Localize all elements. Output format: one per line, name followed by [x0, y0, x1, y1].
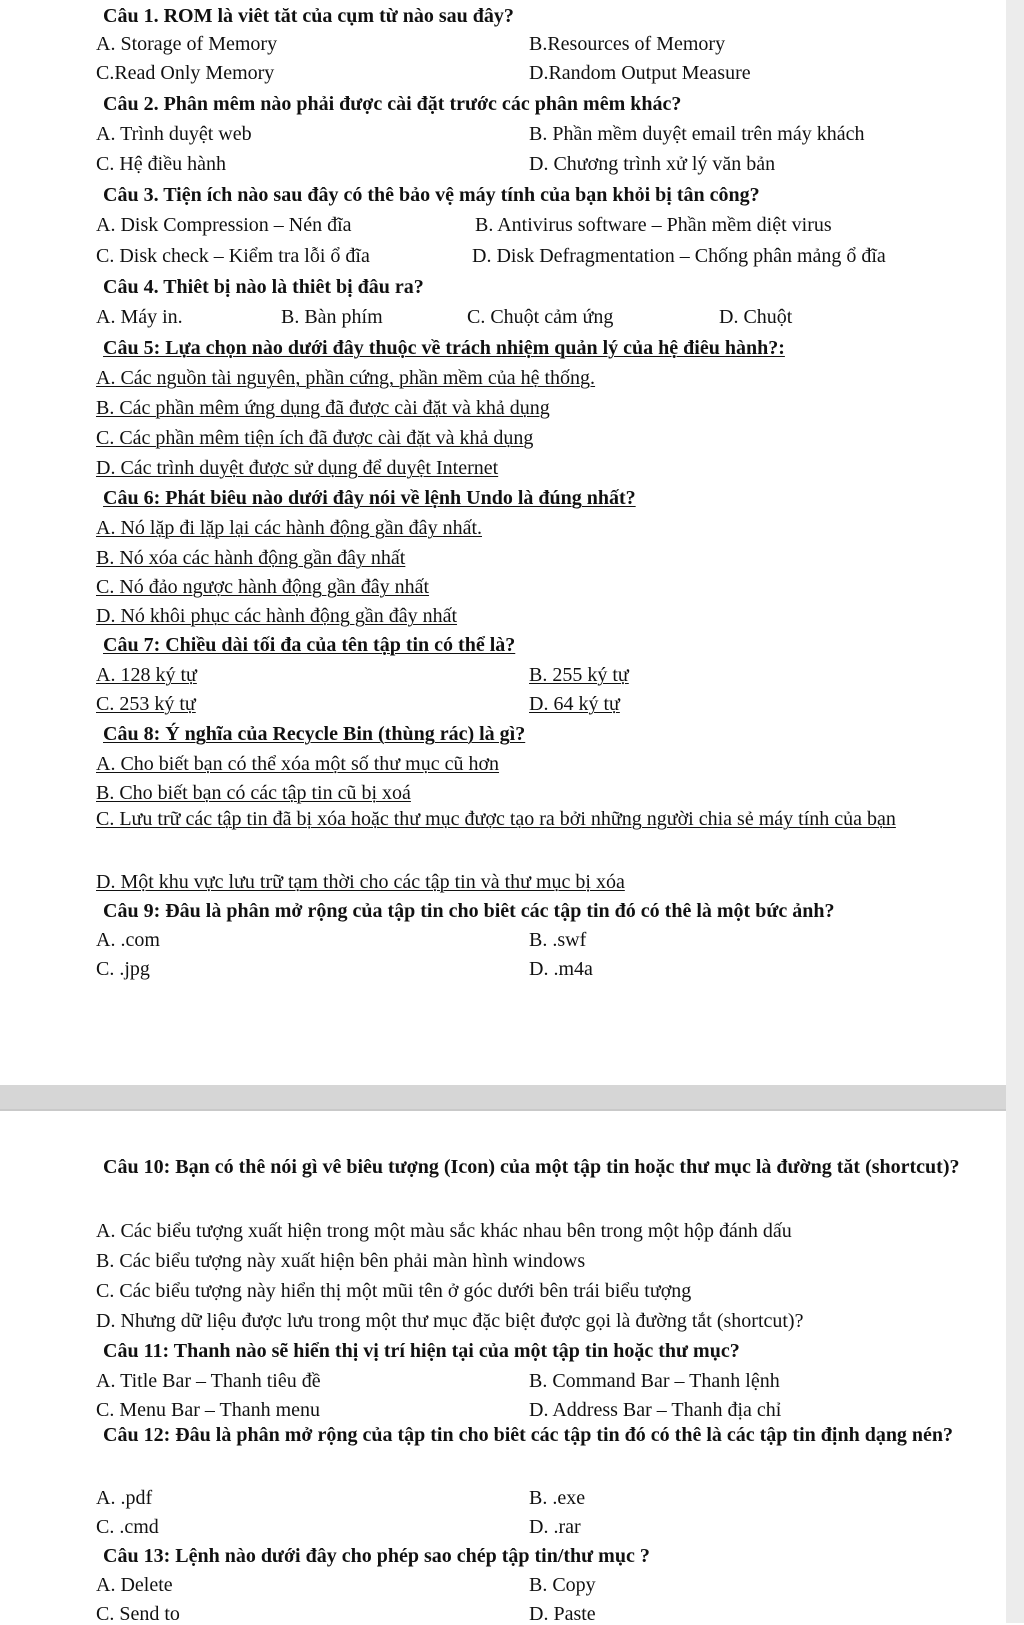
q12-option-c: C. .cmd [96, 1516, 159, 1538]
q4-option-c: C. Chuột cảm ứng [467, 306, 614, 328]
question-1: Câu 1. ROM là viêt tăt của cụm từ nào sau đây? [103, 5, 514, 27]
question-2: Câu 2. Phân mêm nào phải được cài đặt trước các phân mêm khác? [103, 93, 682, 115]
q6-option-d: D. Nó khôi phục các hành động gần đây nhất [96, 605, 458, 627]
q8-option-c: C. Lưu trữ các tập tin đã bị xóa hoặc thư mục được tạo ra bởi những người chia sẻ máy tính của bạn [96, 808, 896, 830]
q13-option-d: D. Paste [529, 1603, 596, 1625]
q4-option-d: D. Chuột [719, 306, 793, 328]
page-gap [0, 1085, 1024, 1109]
q13-option-a: A. Delete [96, 1574, 173, 1596]
q10-option-a: A. Các biểu tượng xuất hiện trong một màu sắc khác nhau bên trong một hộp đánh dấu [96, 1220, 792, 1242]
q13-option-b: B. Copy [529, 1574, 596, 1596]
page-sheet-2 [0, 1109, 1024, 1625]
q11-option-d: D. Address Bar – Thanh địa chỉ [529, 1399, 782, 1421]
q2-option-c: C. Hệ điều hành [96, 153, 226, 175]
q2-option-b: B. Phần mềm duyệt email trên máy khách [529, 123, 865, 145]
q1-option-b: B.Resources of Memory [529, 33, 726, 55]
q4-option-b: B. Bàn phím [281, 306, 383, 328]
q2-option-d: D. Chương trình xử lý văn bản [529, 153, 776, 175]
q10-option-b: B. Các biểu tượng này xuất hiện bên phải màn hình windows [96, 1250, 586, 1272]
q3-option-b: B. Antivirus software – Phần mềm diệt virus [475, 214, 832, 236]
q5-option-c: C. Các phần mêm tiện ích đã được cài đặt và khả dụng [96, 427, 534, 449]
q1-option-a: A. Storage of Memory [96, 33, 278, 55]
q9-option-c: C. .jpg [96, 958, 150, 980]
q5-option-d: D. Các trình duyệt được sử dụng để duyệt Internet [96, 457, 499, 479]
q12-option-d: D. .rar [529, 1516, 581, 1538]
q13-option-c: C. Send to [96, 1603, 180, 1625]
q9-option-d: D. .m4a [529, 958, 593, 980]
q8-option-b: B. Cho biết bạn có các tập tin cũ bị xoá [96, 782, 411, 804]
question-4: Câu 4. Thiêt bị nào là thiêt bị đâu ra? [103, 276, 424, 298]
q7-option-b: B. 255 ký tự [529, 664, 629, 686]
q7-option-c: C. 253 ký tự [96, 693, 196, 715]
q2-option-a: A. Trình duyệt web [96, 123, 252, 145]
q1-option-d: D.Random Output Measure [529, 62, 751, 84]
q11-option-a: A. Title Bar – Thanh tiêu đề [96, 1370, 321, 1392]
question-8: Câu 8: Ý nghĩa của Recycle Bin (thùng rác) là gì? [103, 723, 526, 745]
q5-option-b: B. Các phần mêm ứng dụng đã được cài đặt và khả dụng [96, 397, 550, 419]
q1-option-c: C.Read Only Memory [96, 62, 275, 84]
question-11: Câu 11: Thanh nào sẽ hiển thị vị trí hiện tại của một tập tin hoặc thư mục? [103, 1340, 740, 1362]
q6-option-a: A. Nó lặp đi lặp lại các hành động gần đây nhất. [96, 517, 482, 539]
question-10: Câu 10: Bạn có thê nói gì vê biêu tượng (Icon) của một tập tin hoặc thư mục là đường tăt (shortcut)? [103, 1156, 960, 1178]
q6-option-c: C. Nó đảo ngược hành động gần đây nhất [96, 576, 430, 598]
q7-option-a: A. 128 ký tự [96, 664, 197, 686]
q12-option-a: A. .pdf [96, 1487, 153, 1509]
right-edge-margin [1006, 0, 1024, 1623]
question-6: Câu 6: Phát biêu nào dưới đây nói về lệnh Undo là đúng nhất? [103, 487, 636, 509]
q3-option-a: A. Disk Compression – Nén đĩa [96, 214, 352, 236]
question-3: Câu 3. Tiện ích nào sau đây có thê bảo vệ máy tính của bạn khỏi bị tân công? [103, 184, 760, 206]
q4-option-a: A. Máy in. [96, 306, 183, 328]
q12-option-b: B. .exe [529, 1487, 586, 1509]
q10-option-c: C. Các biểu tượng này hiển thị một mũi tên ở góc dưới bên trái biểu tượng [96, 1280, 692, 1302]
q11-option-b: B. Command Bar – Thanh lệnh [529, 1370, 780, 1392]
q8-option-d: D. Một khu vực lưu trữ tạm thời cho các tập tin và thư mục bị xóa [96, 871, 625, 893]
q5-option-a: A. Các nguồn tài nguyên, phần cứng, phần mềm của hệ thống. [96, 367, 596, 389]
q6-option-b: B. Nó xóa các hành động gần đây nhất [96, 547, 406, 569]
question-12: Câu 12: Đâu là phân mở rộng của tập tin cho biêt các tập tin đó có thê là các tập tin định dạng nén? [103, 1424, 954, 1446]
q9-option-b: B. .swf [529, 929, 587, 951]
question-9: Câu 9: Đâu là phân mở rộng của tập tin cho biêt các tập tin đó có thê là một bức ảnh? [103, 900, 835, 922]
q7-option-d: D. 64 ký tự [529, 693, 620, 715]
q8-option-a: A. Cho biết bạn có thể xóa một số thư mục cũ hơn [96, 753, 500, 775]
q9-option-a: A. .com [96, 929, 160, 951]
question-7: Câu 7: Chiều dài tối đa của tên tập tin có thể là? [103, 634, 516, 656]
q10-option-d: D. Nhưng dữ liệu được lưu trong một thư mục đặc biệt được gọi là đường tắt (shortcut)? [96, 1310, 804, 1332]
q3-option-c: C. Disk check – Kiểm tra lỗi ổ đĩa [96, 245, 370, 267]
q11-option-c: C. Menu Bar – Thanh menu [96, 1399, 321, 1421]
question-5: Câu 5: Lựa chọn nào dưới đây thuộc về trách nhiệm quản lý của hệ điêu hành?: [103, 337, 785, 359]
question-13: Câu 13: Lệnh nào dưới đây cho phép sao chép tập tin/thư mục ? [103, 1545, 650, 1567]
q3-option-d: D. Disk Defragmentation – Chống phân mảng ổ đĩa [472, 245, 886, 267]
